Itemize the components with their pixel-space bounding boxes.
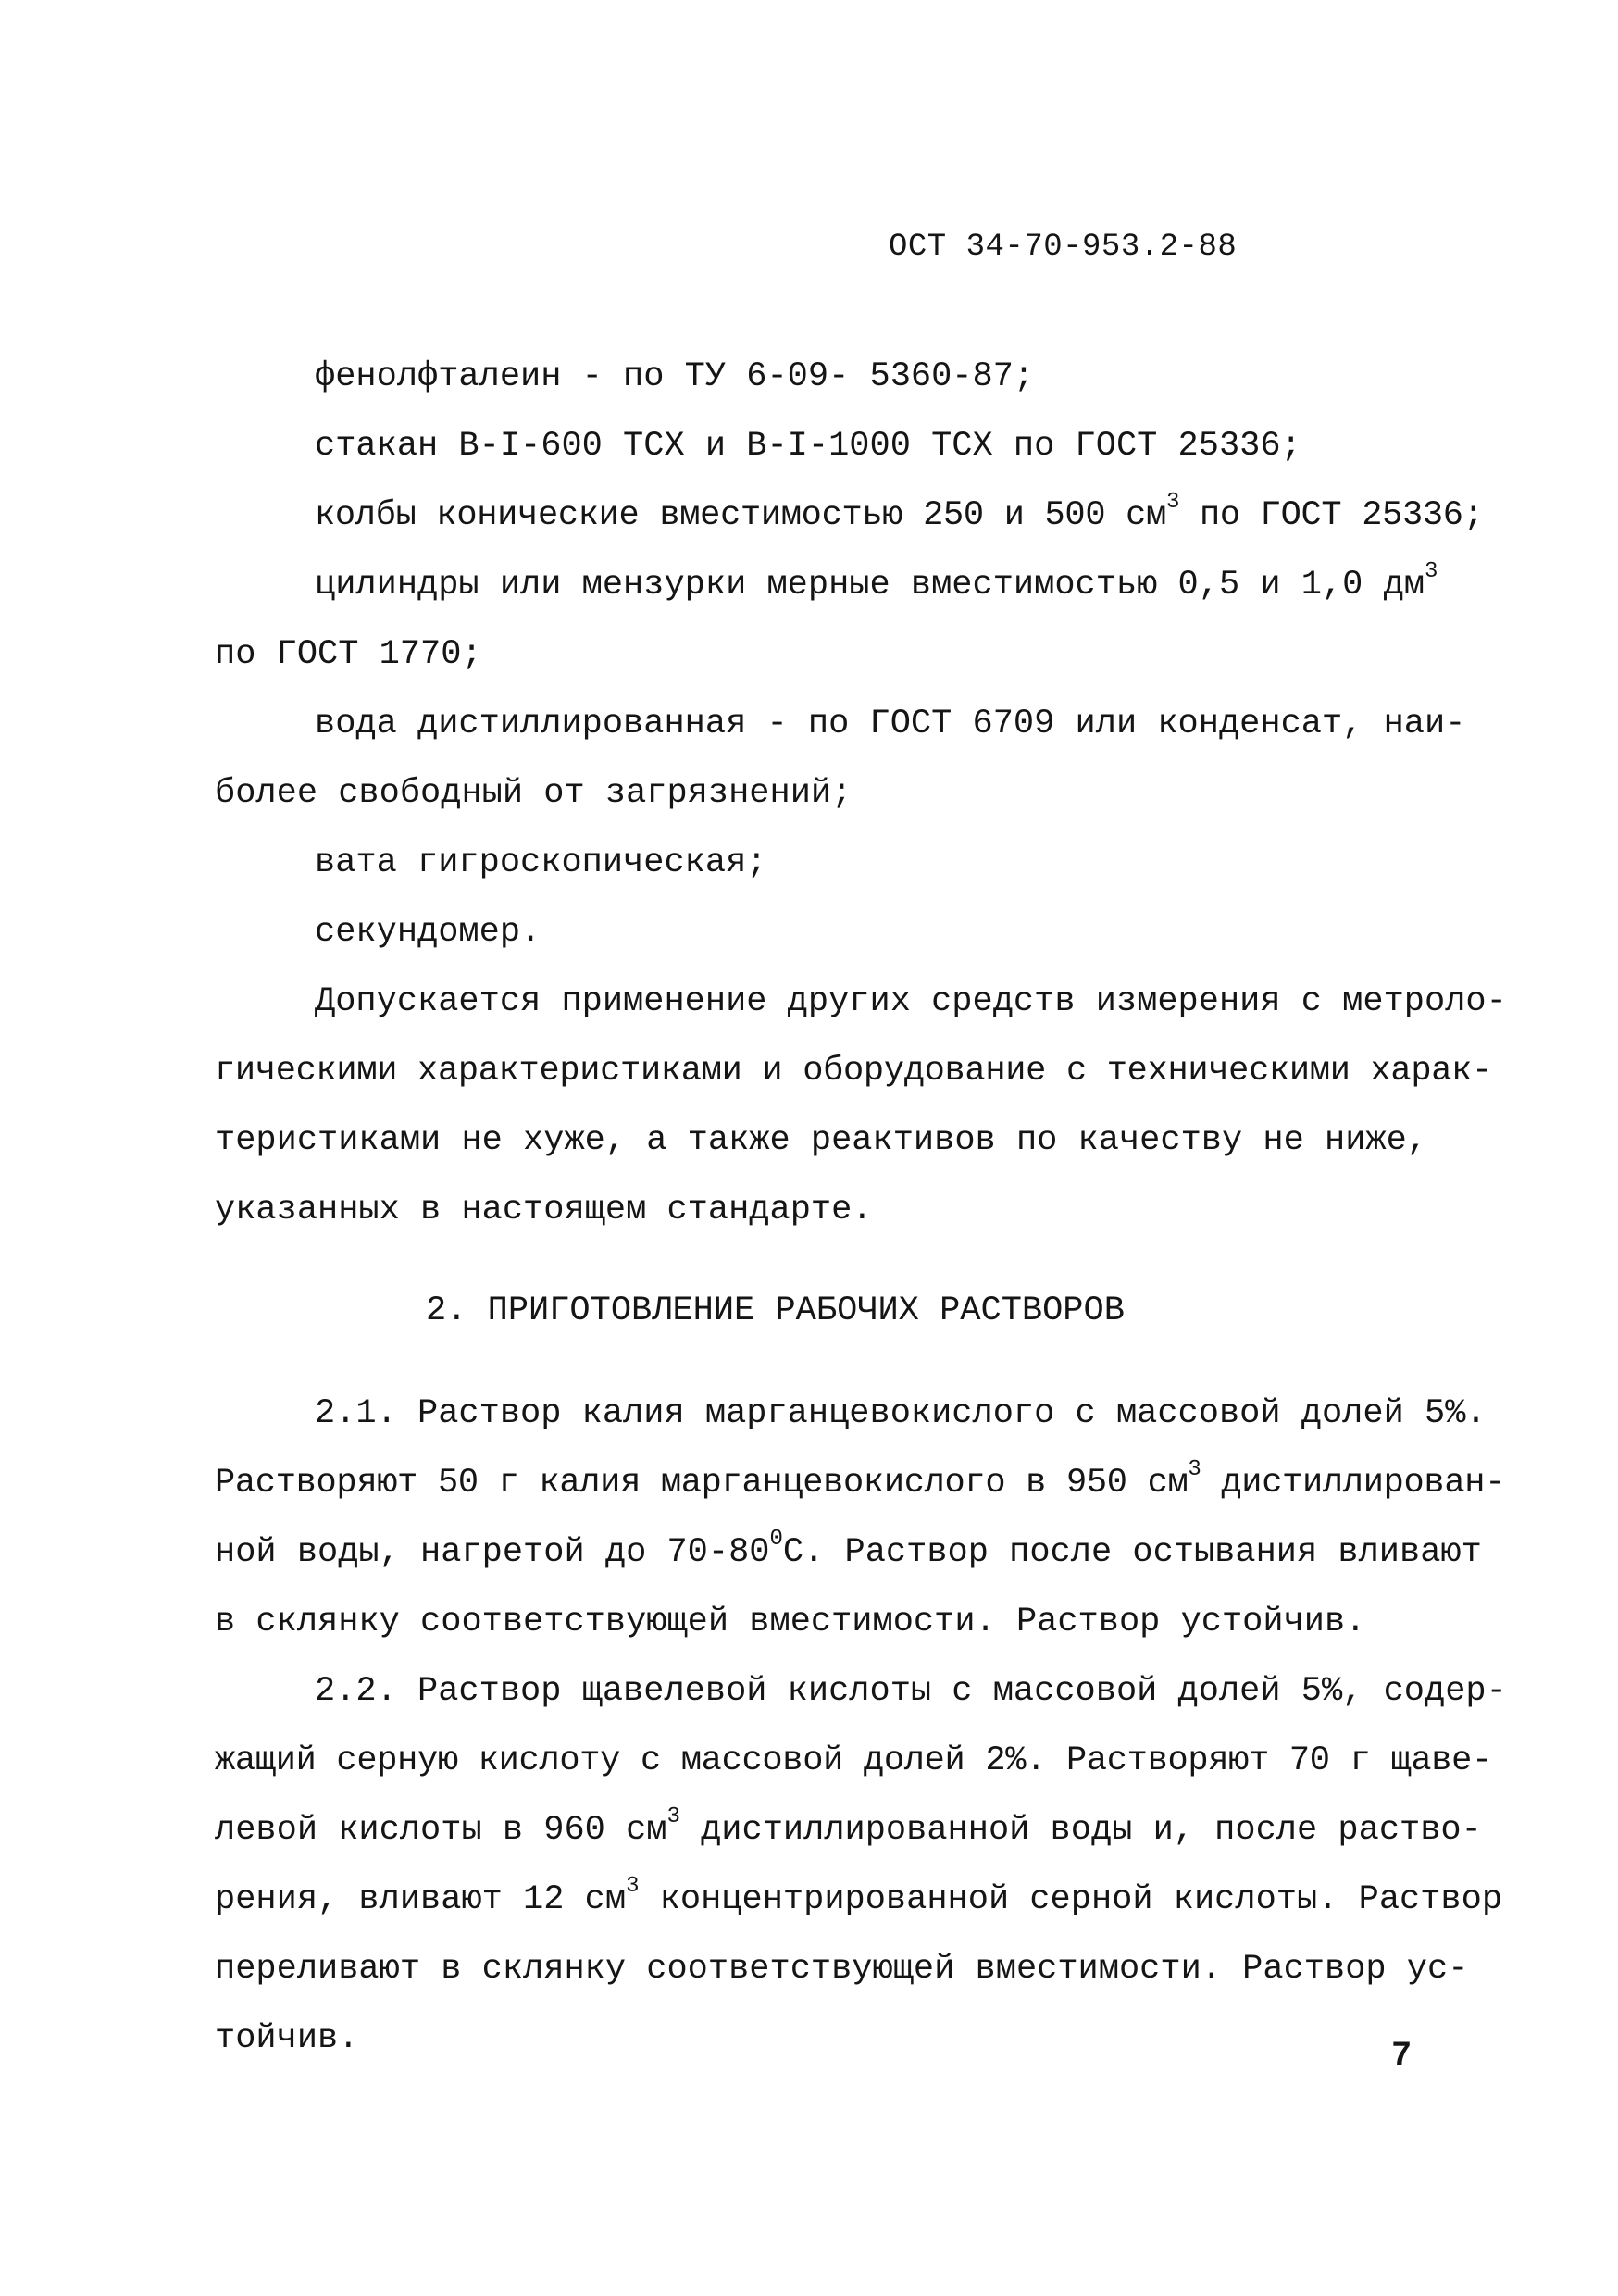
p22-line3-superscript: 3: [666, 1804, 680, 1829]
p22-line4-tail: концентрированной серной кислоты. Раствор: [639, 1880, 1503, 1919]
document-code: ОСТ 34-70-953.2-88: [889, 230, 1238, 265]
paragraph-2-1-line-4: в склянку соответствующей вместимости. Раствор устойчив.: [215, 1603, 1366, 1641]
equipment-item-flasks: [215, 481, 1484, 551]
note-line-3: теристиками не хуже, а также реактивов по качеству не ниже,: [215, 1121, 1428, 1160]
page-number: 7: [1391, 2037, 1413, 2076]
paragraph-2-2-line-3: [215, 1796, 1482, 1866]
note-line-4: указанных в настоящем стандарте.: [215, 1191, 873, 1229]
paragraph-2-2-line-1: 2.2. Раствор щавелевой кислоты с массовой долей 5%, содер-: [315, 1672, 1507, 1711]
equipment-item-water-line2: более свободный от загрязнений;: [215, 774, 853, 813]
cylinders-superscript: 3: [1425, 559, 1438, 584]
p21-line3-text: ной воды, нагретой до 70-80: [215, 1533, 770, 1572]
equipment-item-phenolphthalein: фенолфталеин - по ТУ 6-09- 5360-87;: [315, 357, 1035, 396]
p22-line3-text: левой кислоты в 960 см: [215, 1811, 667, 1850]
flasks-tail: по ГОСТ 25336;: [1179, 496, 1484, 535]
paragraph-2-2-line-2: жащий серную кислоту с массовой долей 2%. Растворяют 70 г щаве-: [215, 1741, 1492, 1780]
paragraph-2-1-line-3: [215, 1518, 1482, 1588]
page-body: [215, 343, 1507, 2074]
paragraph-2-2-line-4: [215, 1866, 1503, 1935]
p22-line3-tail: дистиллированной воды и, после раство-: [679, 1811, 1482, 1850]
paragraph-2-2-line-6: тойчив.: [215, 2019, 359, 2058]
flasks-superscript: 3: [1165, 490, 1180, 515]
p21-line2-superscript: 3: [1188, 1457, 1201, 1482]
section-heading: 2. ПРИГОТОВЛЕНИЕ РАБОЧИХ РАСТВОРОВ: [426, 1292, 1125, 1330]
equipment-item-cylinders: [215, 551, 1446, 620]
equipment-item-water-line1: вода дистиллированная - по ГОСТ 6709 или конденсат, наи-: [315, 705, 1466, 743]
equipment-item-stopwatch: секундомер.: [315, 913, 541, 952]
note-line-2: гическими характеристиками и оборудование с техническими харак-: [215, 1052, 1492, 1091]
equipment-item-cotton: вата гигроскопическая;: [315, 843, 767, 882]
equipment-item-beaker: стакан В-I-600 ТСХ и В-I-1000 ТСХ по ГОСТ 25336;: [315, 427, 1301, 466]
cylinders-text: цилиндры или мензурки мерные вместимостью 0,5 и 1,0 дм: [315, 566, 1425, 605]
paragraph-2-2-line-5: переливают в склянку соответствующей вместимости. Раствор ус-: [215, 1950, 1469, 1989]
equipment-item-cylinders-continuation: по ГОСТ 1770;: [215, 635, 482, 674]
p21-line3-tail: С. Раствор после остывания вливают: [782, 1533, 1482, 1572]
p21-line2-tail: дистиллирован-: [1201, 1464, 1506, 1503]
paragraph-2-1-line-2: [215, 1449, 1506, 1518]
p21-line2-text: Растворяют 50 г калия марганцевокислого в 950 см: [215, 1464, 1189, 1503]
note-line-1: Допускается применение других средств измерения с метроло-: [315, 982, 1507, 1021]
p22-line4-superscript: 3: [626, 1874, 640, 1899]
flasks-text: колбы конические вместимостью 250 и 500 см: [315, 496, 1166, 535]
paragraph-2-1-line-1: 2.1. Раствор калия марганцевокислого с массовой долей 5%.: [315, 1394, 1487, 1433]
p21-line3-superscript: 0: [769, 1527, 783, 1552]
p22-line4-text: рения, вливают 12 см: [215, 1880, 627, 1919]
